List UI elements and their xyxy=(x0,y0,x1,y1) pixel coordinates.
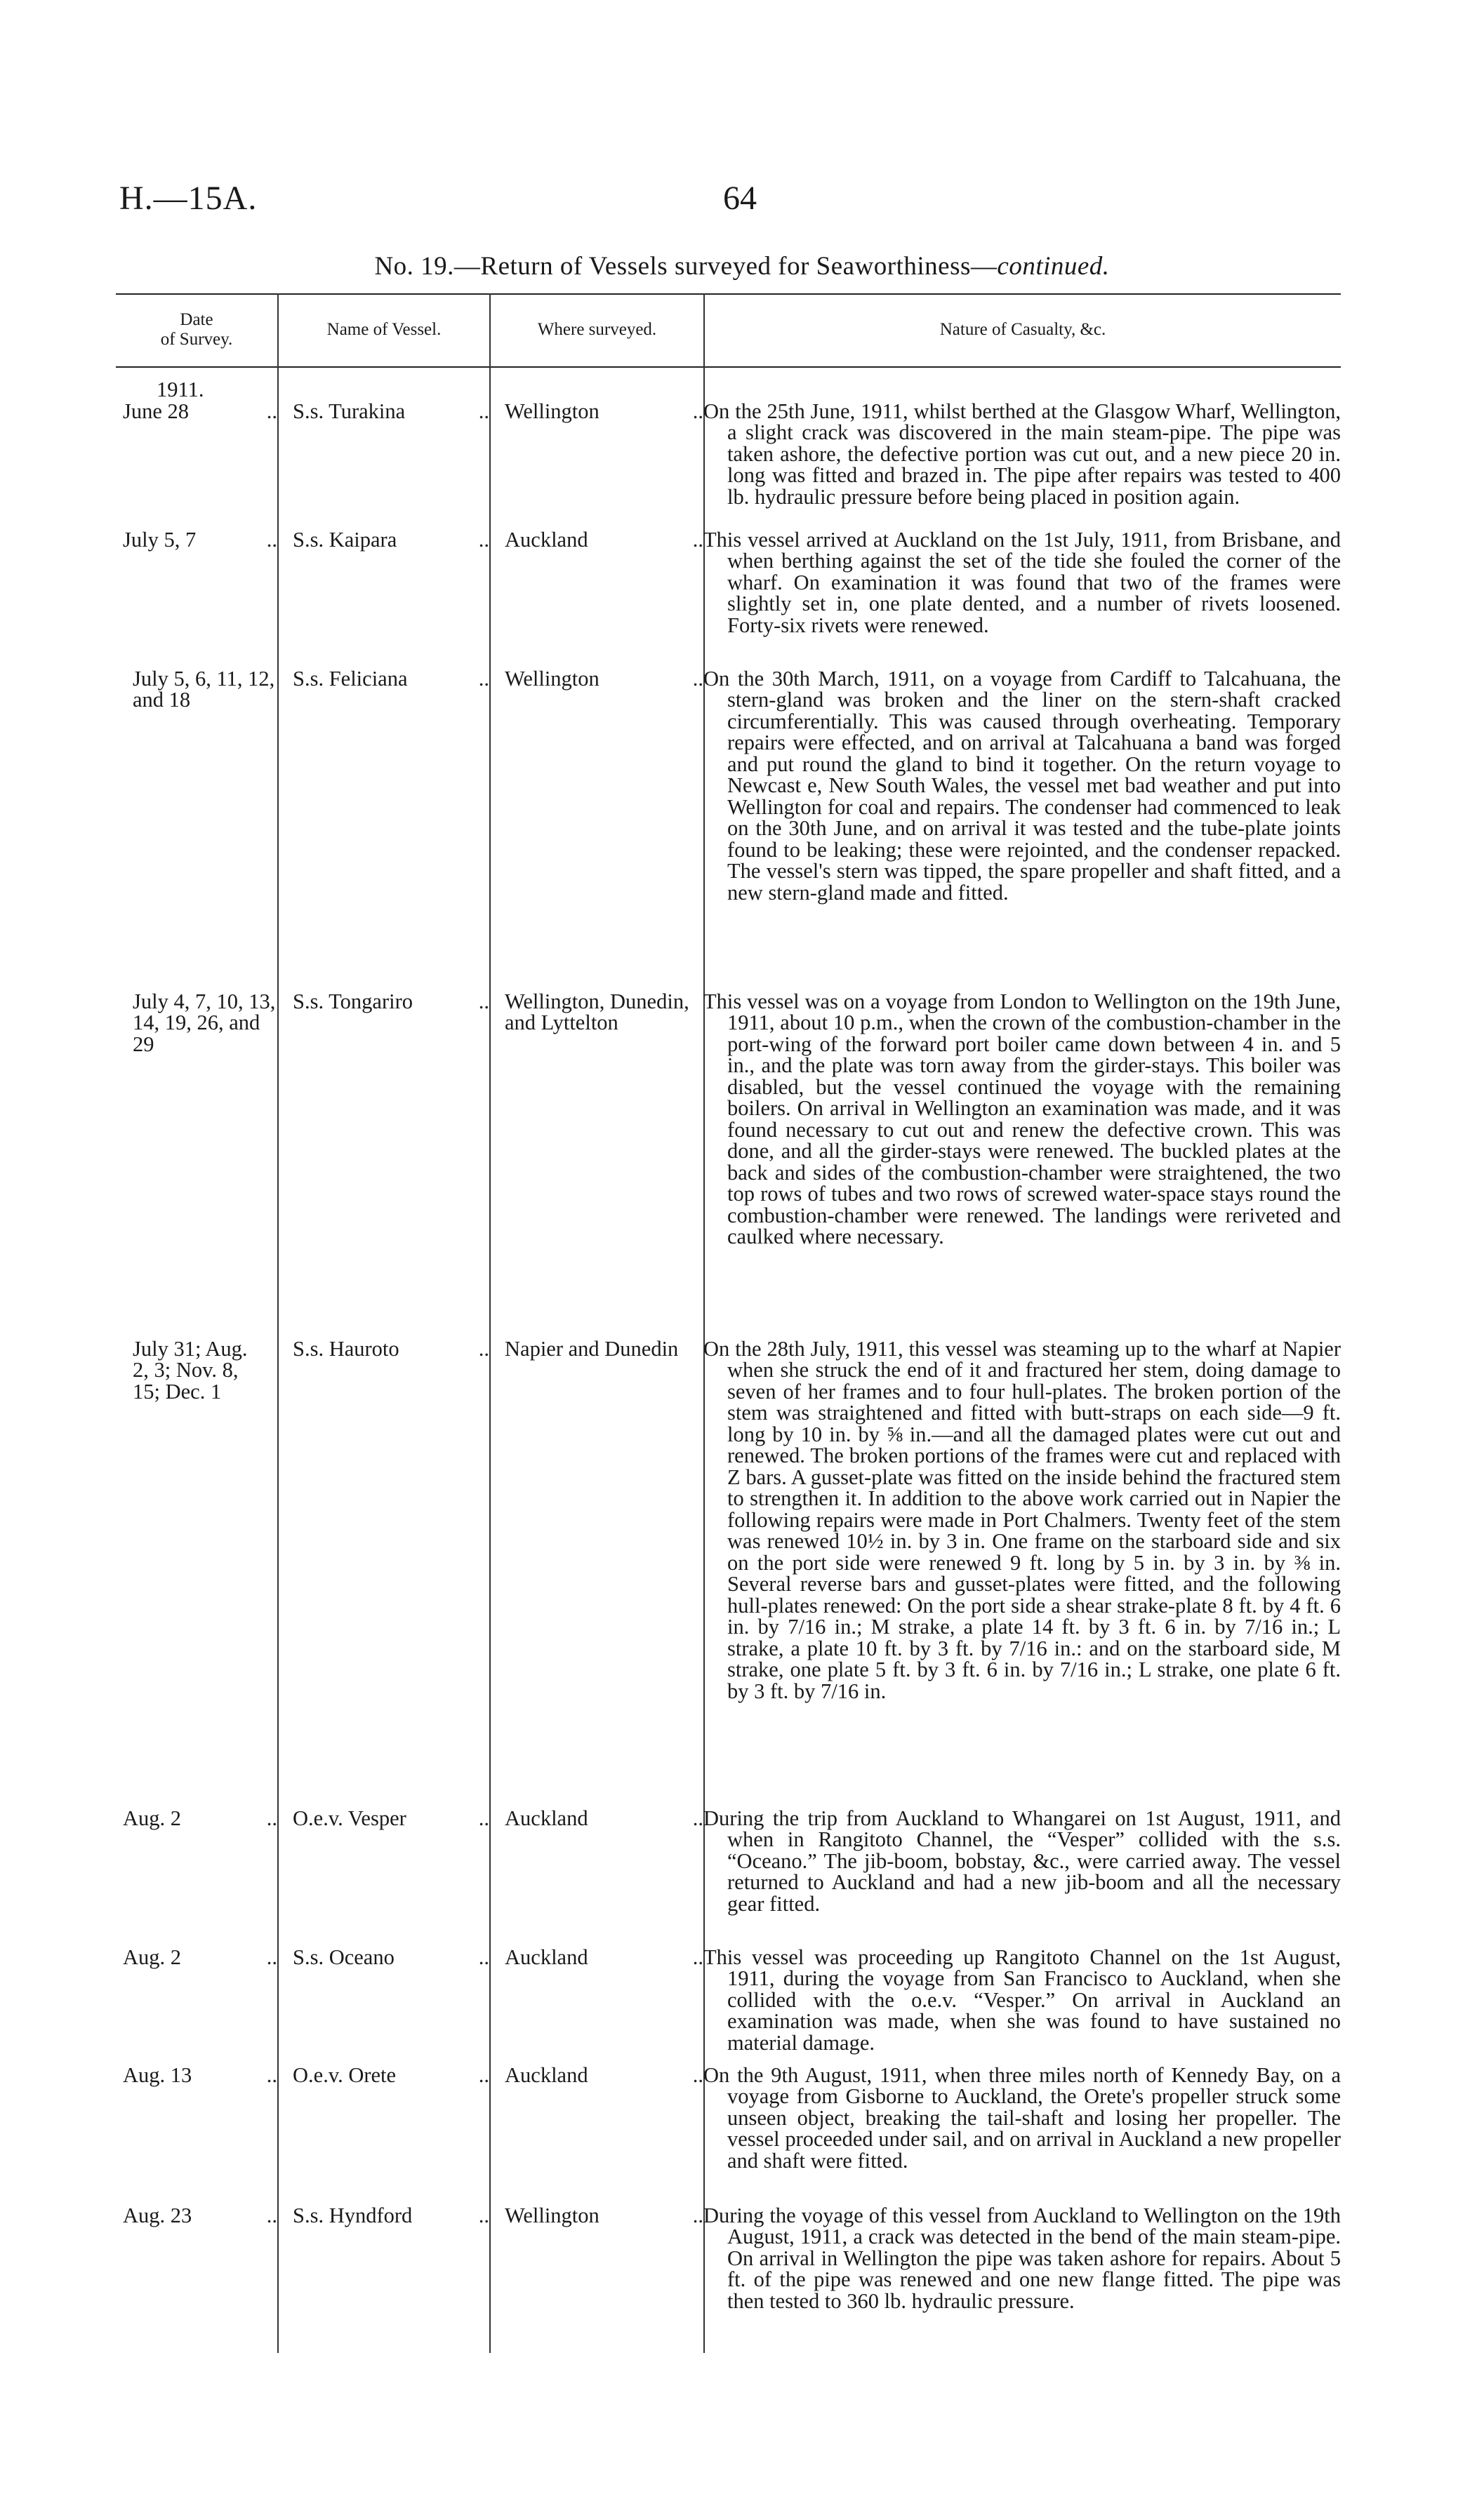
vessel-name: S.s. Turakina xyxy=(293,399,406,423)
casualty-description: During the trip from Auckland to Whangarei on 1st August, 1911, and when in Rangitoto Channel, the “Vesper” collided with the s.s. “Oceano.” The jib-boom, bobstay, &c., were carried away. The vessel returned to Auckland and had a new jib-boom and all the necessary gear fitted. xyxy=(703,1806,1341,1916)
survey-location: Wellington xyxy=(505,666,599,691)
survey-location: Auckland xyxy=(505,2062,588,2087)
casualty-description: During the voyage of this vessel from Auckland to Wellington on the 19th August, 1911, a crack was detected in the bend of the main steam-pipe. On arrival in Wellington the pipe was taken ashore for repairs. About 5 ft. of the pipe was renewed and one new flange fitted. The pipe was then tested to 360 lb. hydraulic pressure. xyxy=(703,2203,1341,2313)
year-row xyxy=(116,379,1341,401)
survey-location: Wellington xyxy=(505,2203,599,2227)
survey-location: Wellington, Dunedin, and Lyttelton xyxy=(505,989,689,1034)
vessel-name: O.e.v. Vesper xyxy=(293,1806,406,1830)
table-title xyxy=(0,251,1484,281)
table-row: Aug. 2 .. S.s. Oceano .. Auckland .. This vessel was proceeding up Rangitoto Channel on the 1st August, 1911, during the voyage from San Francisco to Auckland, when she collided with the o.e.v. “Vesper.” On arrival in Auckland an examination was made, when she was found to have sustained no material damage. xyxy=(116,1947,1341,2065)
table-row: Aug. 13 .. O.e.v. Orete .. Auckland .. On the 9th August, 1911, when three miles north of Kennedy Bay, on a voyage from Gisborne to Auckland, the Orete's propeller struck some unseen object, breaking the tail-shaft and losing her propeller. The vessel proceeded under sail, and on arrival in Auckland a new propeller and shaft were fitted. xyxy=(116,2065,1341,2205)
survey-date: July 5, 6, 11, 12, and 18 xyxy=(133,666,275,712)
header-rule xyxy=(116,366,1341,368)
survey-location: Auckland xyxy=(505,1806,588,1830)
table-row: Aug. 2 .. O.e.v. Vesper .. Auckland .. During the trip from Auckland to Whangarei on 1st August, 1911, and when in Rangitoto Channel, the “Vesper” collided with the s.s. “Oceano.” The jib-boom, bobstay, &c., were carried away. The vessel returned to Auckland and had a new jib-boom and all the necessary gear fitted. xyxy=(116,1808,1341,1947)
table-title-main: No. 19.—Return of Vessels surveyed for Seaworthiness— xyxy=(374,252,998,281)
casualty-description: On the 28th July, 1911, this vessel was steaming up to the wharf at Napier when she struck the end of it and fractured her stem, doing damage to seven of her frames and to four hull-plates. The broken portion of the stem was straightened and fitted with butt-straps on each side—9 ft. long by 10 in. by ⅝ in.—and all the damaged plates were cut out and renewed. The broken portions of the frames were cut and replaced with Z bars. A gusset-plate was fitted on the inside behind the fractured stem to strengthen it. In addition to the above work carried out in Napier the following repairs were made in Port Chalmers. Twenty feet of the stem was renewed 10½ in. by 3 in. One frame on the starboard side and six on the port side were renewed 9 ft. long by 5 in. by 3 in. by ⅜ in. Several reverse bars and gusset-plates were fitted, and the following hull-plates renewed: On the port side a shear strake-plate 8 ft. by 4 ft. 6 in. by 7/16 in.; M strake, a plate 14 ft. by 3 ft. 6 in. by 7/16 in.; L strake, a plate 10 ft. by 3 ft. by 7/16 in.: and on the starboard side, M strake, one plate 5 ft. by 3 ft. 6 in. by 7/16 in.; L strake, one plate 6 ft. by 3 ft. by 7/16 in. xyxy=(703,1336,1341,1703)
table-row: July 31; Aug. 2, 3; Nov. 8, 15; Dec. 1 S.s. Hauroto .. Napier and Dunedin On the 28th July, 1911, this vessel was steaming up to the wharf at Napier when she struck the end of it and fractured her stem, doing damage to seven of her frames and to four hull-plates. The broken portion of the stem was straightened and fitted with butt-straps on each side—9 ft. long by 10 in. by ⅝ in.—and all the damaged plates were cut out and renewed. The broken portions of the frames were cut and replaced with Z bars. A gusset-plate was fitted on the inside behind the fractured stem to strengthen it. In addition to the above work carried out in Napier the following repairs were made in Port Chalmers. Twenty feet of the stem was renewed 10½ in. by 3 in. One frame on the starboard side and six on the port side were renewed 9 ft. long by 5 in. by 3 in. by ⅜ in. Several reverse bars and gusset-plates were fitted, and the following hull-plates renewed: On the port side a shear strake-plate 8 ft. by 4 ft. 6 in. by 7/16 in.; M strake, a plate 14 ft. by 3 ft. 6 in. by 7/16 in.; L strake, a plate 10 ft. by 3 ft. by 7/16 in.: and on the starboard side, M strake, one plate 5 ft. by 3 ft. 6 in. by 7/16 in.; L strake, one plate 6 ft. by 3 ft. by 7/16 in. xyxy=(116,1338,1341,1808)
survey-date: Aug. 23 xyxy=(123,2203,192,2227)
survey-date: Aug. 2 xyxy=(123,1945,182,1969)
survey-date: June 28 xyxy=(123,399,190,423)
table-row: July 4, 7, 10, 13, 14, 19, 26, and 29 S.s. Tongariro .. Wellington, Dunedin, and Lyttelton This vessel was on a voyage from London to Wellington on the 19th June, 1911, about 10 p.m., when the crown of the combustion-chamber in the port-wing of the forward port boiler came down between 4 in. and 5 in., and the plate was torn away from the girder-stays. This boiler was disabled, but the vessel continued the voyage with the remaining boilers. On arrival in Wellington an examination was made, and it was found necessary to cut out and renew the defective crown. This was done, and all the girder-stays were renewed. The buckled plates at the back and sides of the combustion-chamber were straightened, the two top rows of tubes and two rows of screwed water-space stays round the combustion-chamber were renewed. The landings were reriveted and caulked where necessary. xyxy=(116,991,1341,1338)
column-header-where: Where surveyed. xyxy=(537,320,657,339)
report-reference: H.—15A. xyxy=(119,180,258,217)
survey-date: July 5, 7 xyxy=(123,527,197,552)
casualty-description: On the 25th June, 1911, whilst berthed at the Glasgow Wharf, Wellington, a slight crack was discovered in the main steam-pipe. The pipe was taken ashore, the defective portion was cut out, and a new piece 20 in. long was fitted and brazed in. The pipe after repairs was tested to 400 lb. hydraulic pressure before being placed in position again. xyxy=(703,399,1341,509)
vessel-name: S.s. Oceano xyxy=(293,1945,395,1969)
survey-date: Aug. 13 xyxy=(123,2062,192,2087)
table-row: Aug. 23 .. S.s. Hyndford .. Wellington .. During the voyage of this vessel from Auckland to Wellington on the 19th August, 1911, a crack was detected in the bend of the main steam-pipe. On arrival in Wellington the pipe was taken ashore for repairs. About 5 ft. of the pipe was renewed and one new flange fitted. The pipe was then tested to 360 lb. hydraulic pressure. xyxy=(116,2205,1341,2345)
survey-location: Wellington xyxy=(505,399,599,423)
table-row: July 5, 7 .. S.s. Kaipara .. Auckland .. This vessel arrived at Auckland on the 1st July, 1911, from Brisbane, and when berthing against the set of the tide she fouled the corner of the wharf. On examination it was found that two of the frames were slightly set in, one plate dented, and a number of rivets loosened. Forty-six rivets were renewed. xyxy=(116,529,1341,668)
survey-location: Auckland xyxy=(505,527,588,552)
survey-date: July 4, 7, 10, 13, 14, 19, 26, and 29 xyxy=(133,989,276,1056)
vessel-name: S.s. Hyndford xyxy=(293,2203,413,2227)
casualty-description: This vessel was proceeding up Rangitoto Channel on the 1st August, 1911, during the voyage from San Francisco to Auckland, when she collided with the o.e.v. “Vesper.” On arrival in Auckland an examination was made, when she was found to have sustained no material damage. xyxy=(703,1945,1341,2055)
column-header-date: Date of Survey. xyxy=(160,310,233,349)
vessel-name: S.s. Feliciana xyxy=(293,666,408,691)
vessel-name: S.s. Kaipara xyxy=(293,527,397,552)
survey-table-body xyxy=(116,379,1341,2345)
column-header-nature: Nature of Casualty, &c. xyxy=(939,320,1106,339)
casualty-description: On the 30th March, 1911, on a voyage from Cardiff to Talcahuana, the stern-gland was broken and the liner on the stern-shaft cracked circumferentially. This was caused through overheating. Temporary repairs were effected, and on arrival at Talcahuana a band was forged and put round the gland to bind it together. On the return voyage to Newcast e, New South Wales, the vessel met bad weather and put into Wellington for coal and repairs. The condenser had commenced to leak on the 30th June, and on arrival it was tested and the tube-plate joints found to be leaking; these were rejointed, and the condenser repacked. The vessel's stern was tipped, the spare propeller and shaft fitted, and a new stern-gland made and fitted. xyxy=(703,666,1341,905)
table-title-continued: continued. xyxy=(997,252,1110,281)
vessel-name: S.s. Tongariro xyxy=(293,989,413,1013)
survey-date: July 31; Aug. 2, 3; Nov. 8, 15; Dec. 1 xyxy=(133,1336,248,1404)
vessel-name: S.s. Hauroto xyxy=(293,1336,399,1361)
survey-location: Napier and Dunedin xyxy=(505,1336,679,1361)
column-header-name: Name of Vessel. xyxy=(326,320,442,339)
page-number: 64 xyxy=(723,180,757,217)
casualty-description: This vessel arrived at Auckland on the 1st July, 1911, from Brisbane, and when berthing against the set of the tide she fouled the corner of the wharf. On examination it was found that two of the frames were slightly set in, one plate dented, and a number of rivets loosened. Forty-six rivets were renewed. xyxy=(703,527,1341,637)
casualty-description: This vessel was on a voyage from London to Wellington on the 19th June, 1911, about 10 p.m., when the crown of the combustion-chamber in the port-wing of the forward port boiler came down between 4 in. and 5 in., and the plate was torn away from the girder-stays. This boiler was disabled, but the vessel continued the voyage with the remaining boilers. On arrival in Wellington an examination was made, and it was found necessary to cut out and renew the defective crown. This was done, and all the girder-stays were renewed. The buckled plates at the back and sides of the combustion-chamber were straightened, the two top rows of tubes and two rows of screwed water-space stays round the combustion-chamber were renewed. The landings were reriveted and caulked where necessary. xyxy=(703,989,1341,1248)
casualty-description: On the 9th August, 1911, when three miles north of Kennedy Bay, on a voyage from Gisborne to Auckland, the Orete's propeller struck some unseen object, breaking the tail-shaft and losing her propeller. The vessel proceeded under sail, and on arrival in Auckland a new propeller and shaft were fitted. xyxy=(703,2062,1341,2173)
table-row: July 5, 6, 11, 12, and 18 S.s. Feliciana .. Wellington .. On the 30th March, 1911, on a voyage from Cardiff to Talcahuana, the stern-gland was broken and the liner on the stern-shaft cracked circumferentially. This was caused through overheating. Temporary repairs were effected, and on arrival at Talcahuana a band was forged and put round the gland to bind it together. On the return voyage to Newcast e, New South Wales, the vessel met bad weather and put into Wellington for coal and repairs. The condenser had commenced to leak on the 30th June, and on arrival it was tested and the tube-plate joints found to be leaking; these were rejointed, and the condenser repacked. The vessel's stern was tipped, the spare propeller and shaft fitted, and a new stern-gland made and fitted. xyxy=(116,668,1341,991)
survey-location: Auckland xyxy=(505,1945,588,1969)
vessel-name: O.e.v. Orete xyxy=(293,2062,397,2087)
survey-year: 1911. xyxy=(157,378,204,401)
table-row: June 28 .. S.s. Turakina .. Wellington .. On the 25th June, 1911, whilst berthed at the Glasgow Wharf, Wellington, a slight crack was discovered in the main steam-pipe. The pipe was taken ashore, the defective portion was cut out, and a new piece 20 in. long was fitted and brazed in. The pipe after repairs was tested to 400 lb. hydraulic pressure before being placed in position again. xyxy=(116,401,1341,529)
survey-date: Aug. 2 xyxy=(123,1806,182,1830)
